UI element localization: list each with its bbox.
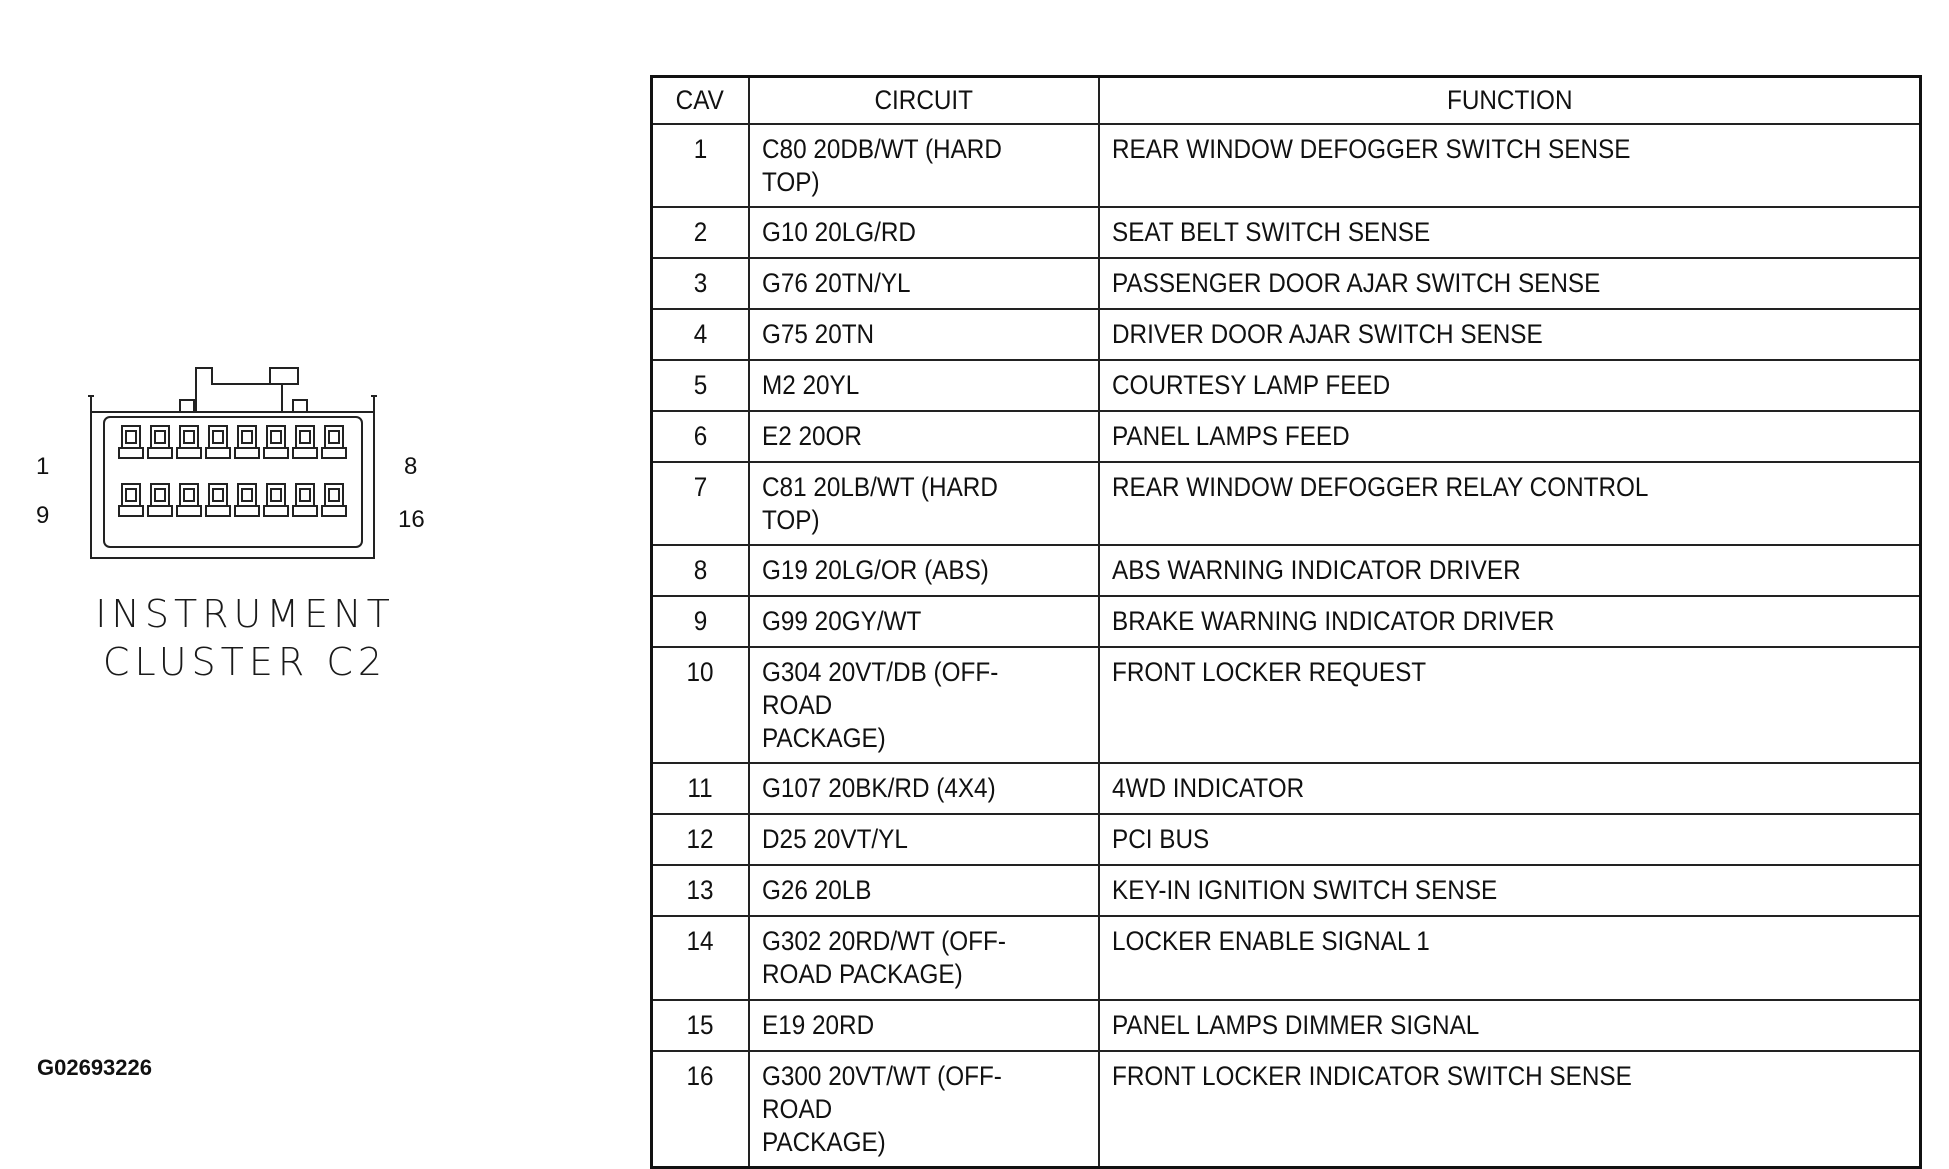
table-row (652, 763, 1921, 814)
cav-cell: 8 (652, 545, 749, 596)
cav-cell: 5 (652, 360, 749, 411)
header-function: FUNCTION (1099, 77, 1921, 125)
function-cell: 4WD INDICATOR (1099, 763, 1921, 814)
table-row (652, 207, 1921, 258)
function-cell: FRONT LOCKER INDICATOR SWITCH SENSE (1099, 1051, 1921, 1168)
pin-cavity-12 (206, 484, 230, 516)
cav-cell: 16 (652, 1051, 749, 1168)
figure-code: G02693226 (37, 1055, 152, 1080)
pin-label-16: 16 (398, 506, 425, 533)
table-row (652, 1000, 1921, 1051)
cav-cell: 3 (652, 258, 749, 309)
pin-cavity-16 (322, 484, 346, 516)
connector-lock-tab (196, 368, 298, 412)
table-row (652, 462, 1921, 545)
function-cell: REAR WINDOW DEFOGGER SWITCH SENSE (1099, 124, 1921, 207)
cav-cell: 10 (652, 647, 749, 763)
function-cell: FRONT LOCKER REQUEST (1099, 647, 1921, 763)
circuit-cell: G10 20LG/RD (749, 207, 1099, 258)
pin-cavity-1 (119, 426, 143, 458)
function-cell: ABS WARNING INDICATOR DRIVER (1099, 545, 1921, 596)
pin-cavity-4 (206, 426, 230, 458)
table-row (652, 411, 1921, 462)
table-row (652, 124, 1921, 207)
circuit-cell: G302 20RD/WT (OFF- ROAD PACKAGE) (749, 916, 1099, 1000)
cav-cell: 13 (652, 865, 749, 916)
table-row (652, 916, 1921, 1000)
cav-cell: 12 (652, 814, 749, 865)
table-row (652, 1051, 1921, 1168)
function-cell: PANEL LAMPS DIMMER SIGNAL (1099, 1000, 1921, 1051)
cav-cell: 11 (652, 763, 749, 814)
pin-cavity-5 (235, 426, 259, 458)
pin-cavity-11 (177, 484, 201, 516)
table-row (652, 596, 1921, 647)
function-cell: SEAT BELT SWITCH SENSE (1099, 207, 1921, 258)
table-row (652, 865, 1921, 916)
pin-cavity-14 (264, 484, 288, 516)
circuit-cell: G300 20VT/WT (OFF-ROAD PACKAGE) (749, 1051, 1099, 1168)
cav-cell: 7 (652, 462, 749, 545)
cav-cell: 9 (652, 596, 749, 647)
table-row (652, 309, 1921, 360)
function-cell: REAR WINDOW DEFOGGER RELAY CONTROL (1099, 462, 1921, 545)
function-cell: DRIVER DOOR AJAR SWITCH SENSE (1099, 309, 1921, 360)
pin-label-9: 9 (36, 502, 50, 529)
circuit-cell: G19 20LG/OR (ABS) (749, 545, 1099, 596)
pinout-table (650, 75, 1922, 1169)
connector-name-line-2: CLUSTER C2 (102, 640, 388, 684)
header-cav: CAV (652, 77, 749, 125)
connector-housing (91, 396, 374, 558)
function-cell: PCI BUS (1099, 814, 1921, 865)
pin-cavity-10 (148, 484, 172, 516)
circuit-cell: G76 20TN/YL (749, 258, 1099, 309)
circuit-cell: G75 20TN (749, 309, 1099, 360)
function-cell: LOCKER ENABLE SIGNAL 1 (1099, 916, 1921, 1000)
pin-label-8: 8 (404, 453, 418, 480)
function-cell: PASSENGER DOOR AJAR SWITCH SENSE (1099, 258, 1921, 309)
pin-label-1: 1 (36, 453, 50, 480)
table-row (652, 545, 1921, 596)
cav-cell: 4 (652, 309, 749, 360)
function-cell: BRAKE WARNING INDICATOR DRIVER (1099, 596, 1921, 647)
table-row (652, 360, 1921, 411)
circuit-cell: G107 20BK/RD (4X4) (749, 763, 1099, 814)
pin-cavity-15 (293, 484, 317, 516)
table-header-row (652, 77, 1921, 125)
pin-cavity-2 (148, 426, 172, 458)
pin-cavity-13 (235, 484, 259, 516)
circuit-cell: C81 20LB/WT (HARD TOP) (749, 462, 1099, 545)
table-row (652, 647, 1921, 763)
table-row (652, 814, 1921, 865)
cav-cell: 14 (652, 916, 749, 1000)
circuit-cell: E2 20OR (749, 411, 1099, 462)
cav-cell: 6 (652, 411, 749, 462)
circuit-cell: M2 20YL (749, 360, 1099, 411)
circuit-cell: D25 20VT/YL (749, 814, 1099, 865)
table-row (652, 258, 1921, 309)
circuit-cell: G99 20GY/WT (749, 596, 1099, 647)
circuit-cell: G26 20LB (749, 865, 1099, 916)
pin-cavity-8 (322, 426, 346, 458)
pin-cavity-6 (264, 426, 288, 458)
connector-face-drawing (0, 0, 520, 560)
cav-cell: 2 (652, 207, 749, 258)
connector-figure (0, 0, 520, 760)
function-cell: COURTESY LAMP FEED (1099, 360, 1921, 411)
cav-cell: 1 (652, 124, 749, 207)
function-cell: PANEL LAMPS FEED (1099, 411, 1921, 462)
pin-cavity-7 (293, 426, 317, 458)
pin-cavity-9 (119, 484, 143, 516)
header-circuit: CIRCUIT (749, 77, 1099, 125)
circuit-cell: E19 20RD (749, 1000, 1099, 1051)
pin-cavity-3 (177, 426, 201, 458)
cav-cell: 15 (652, 1000, 749, 1051)
circuit-cell: G304 20VT/DB (OFF-ROAD PACKAGE) (749, 647, 1099, 763)
function-cell: KEY-IN IGNITION SWITCH SENSE (1099, 865, 1921, 916)
circuit-cell: C80 20DB/WT (HARD TOP) (749, 124, 1099, 207)
connector-name-line-1: INSTRUMENT (95, 592, 395, 636)
